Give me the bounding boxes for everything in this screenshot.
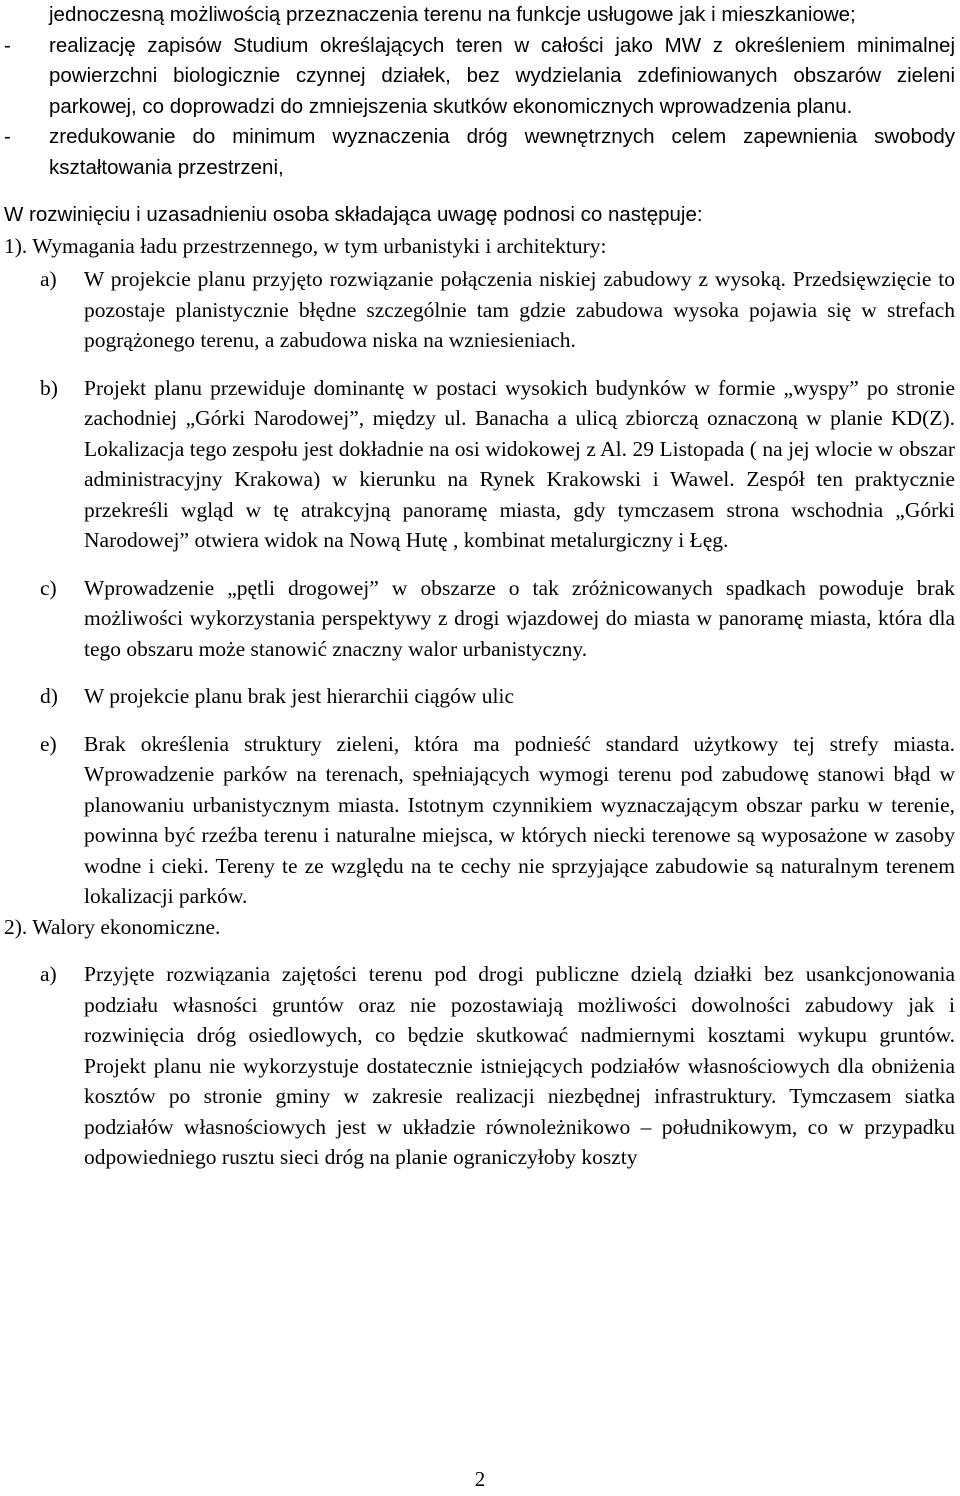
item-label: b) (40, 375, 58, 400)
bullet-studium (4, 31, 955, 123)
lead-sentence: W rozwinięciu i uzasadnieniu osoba składająca uwagę podnosi co następuje: (4, 203, 703, 226)
list-item (4, 959, 955, 1173)
item-label: a) (40, 962, 57, 986)
bullet-roads (4, 122, 955, 183)
list-item (4, 573, 955, 665)
spacer (4, 942, 955, 959)
spacer (4, 556, 955, 573)
item-text: W projekcie planu brak jest hierarchii ciągów ulic (84, 684, 515, 708)
item-text: Brak określenia struktury zieleni, która ma podnieść standard użytkowy tej strefy miasta. Wprowadzenie parków na terenach, spełniających wymogi terenu pod zabudowę stanowi błąd w planowaniu urbanistycznym miasta. Istotnym czynnikiem wyznaczającym obszar parku w terenie, powinna być rzeźba terenu i naturalne miejsca, w których niecki terenowe są wyposażone w zasoby wodne i cieki. Tereny te ze względu na te cechy nie sprzyjające zabudowie są naturalnym terenem lokalizacji parków. (84, 731, 955, 908)
page-number: 2 (474, 1467, 486, 1491)
item-label: e) (40, 731, 57, 756)
list-item (4, 729, 955, 912)
item-text: Przyjęte rozwiązania zajętości terenu pod drogi publiczne dzielą działki bez usankcjonowania podziału własności gruntów oraz nie pozostawiają możliwości dowolności zabudowy jak i rozwinięcia dróg osiedlowych, co będzie skutkować nadmiernymi kosztami wykupu gruntów. Projekt planu nie wykorzystuje dostatecznie istniejących podziałów własnościowych dla obniżenia kosztów po stronie gminy w zakresie realizacji niezbędnej infrastruktury. Tymczasem siatka podziałów własnościowych jest w układzie równoleżnikowo – południkowym, co w przypadku odpowiedniego rusztu sieci dróg na planie ograniczyłoby koszty (84, 962, 955, 1169)
list-item (4, 681, 955, 712)
spacer (4, 712, 955, 729)
item-label: d) (40, 684, 58, 708)
dash-marker: - (4, 33, 11, 57)
item-label: c) (40, 575, 57, 600)
bullet-text: zredukowanie do minimum wyznaczenia dróg wewnętrznych celem zapewnienia swobody kształtowania przestrzeni, (49, 125, 955, 179)
list-item (4, 373, 955, 556)
item-text: W projekcie planu przyjęto rozwiązanie połączenia niskiej zabudowy z wysoką. Przedsięwzięcie to pozostaje planistycznie błędne szczególnie tam gdzie zabudowa wysoka pojawia się w strefach pogrążonego terenu, a zabudowa niska na wzniesieniach. (84, 267, 955, 352)
item-label: a) (40, 267, 57, 291)
spacer (4, 664, 955, 681)
item-text: Projekt planu przewiduje dominantę w postaci wysokich budynków w formie „wyspy” po stronie zachodniej „Górki Narodowej”, między ul. Banacha a ulicą zbiorczą oznaczoną w planie KD(Z). Lokalizacja tego zespołu jest dokładnie na osi widokowej z Al. 29 Listopada ( na jej wlocie w obszar administracyjny Krakowa) w kierunku na Rynek Krakowski i Wawel. Zespół ten praktycznie przekreśli wgląd w tę atrakcyjną panoramę miasta, gdy tymczasem strona wschodnia „Górki Narodowej” otwiera widok na Nową Hutę , kombinat metalurgiczny i Łęg. (84, 375, 955, 552)
bullet-text: realizację zapisów Studium określających teren w całości jako MW z określeniem minimalnej powierzchni biologicznie czynnej działek, bez wydzielania zdefiniowanych obszarów zieleni parkowej, co doprowadzi do zmniejszenia skutków ekonomicznych wprowadzenia planu. (49, 33, 955, 118)
section-heading: 2). Walory ekonomiczne. (4, 914, 221, 939)
item-text: Wprowadzenie „pętli drogowej” w obszarze o tak zróżnicowanych spadkach powoduje brak możliwości wykorzystania perspektywy z drogi wjazdowej do miasta w panoramę miasta, która dla tego obszaru może stanowić znaczny walor urbanistyczny. (84, 575, 955, 661)
section-heading: 1). Wymagania ładu przestrzennego, w tym urbanistyki i architektury: (4, 233, 607, 258)
dash-marker: - (4, 125, 11, 148)
spacer (4, 356, 955, 373)
continued-paragraph: jednoczesną możliwością przeznaczenia terenu na funkcje usługowe jak i mieszkaniowe; (49, 3, 856, 26)
list-item (4, 264, 955, 356)
spacer (4, 183, 955, 200)
